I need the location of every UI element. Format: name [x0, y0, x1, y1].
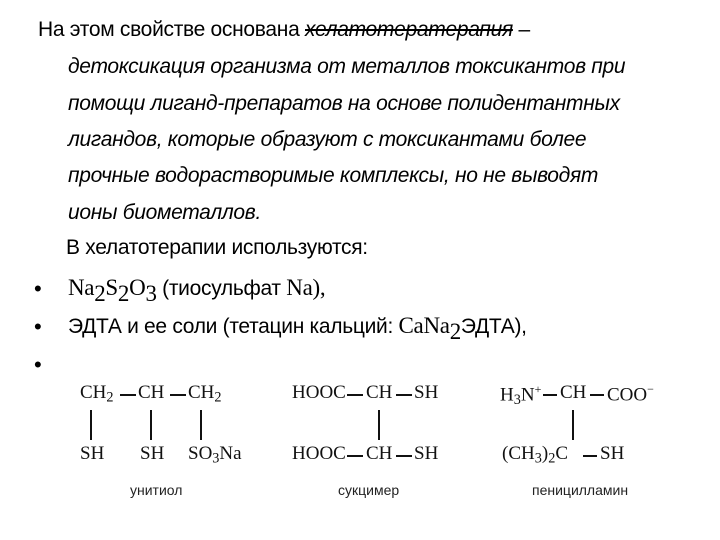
intro-lead: На этом свойстве основана — [38, 18, 306, 41]
bond — [347, 394, 363, 396]
formula-sub-na: 2 — [94, 280, 106, 306]
bond — [120, 394, 136, 396]
intro-line-4: прочные водорастворимые комплексы, но не выводят — [68, 164, 599, 187]
bond — [90, 410, 92, 440]
unithiol-ch2-left: $CH_2$ — [80, 382, 114, 406]
succimer-ch-2: CH — [366, 443, 393, 464]
bullet-item-2 — [68, 313, 527, 344]
bullet-1-na: Na — [286, 275, 313, 300]
bullet-2-text: ЭДТА и ее соли (тетацин кальций: — [68, 315, 399, 338]
bullet-1-close: ), — [312, 275, 326, 300]
penicillamine-h3n: $H_3N^+$ — [500, 382, 542, 408]
intro-dash: – — [512, 18, 530, 41]
penicillamine-sh: SH — [600, 443, 625, 464]
used-heading: В хелатотерапии используются: — [66, 236, 368, 259]
intro-term: хелатотератерапия — [305, 18, 513, 41]
bond — [378, 410, 380, 440]
succimer-caption: сукцимер — [338, 482, 400, 498]
bond — [590, 394, 604, 396]
bond — [572, 410, 574, 440]
bullet-1-text: (тиосульфат — [156, 277, 287, 300]
intro-line-3: лигандов, которые образуют с токсикантами более — [68, 128, 587, 151]
bullet-item-1 — [68, 275, 326, 306]
bullet-2-sub: 2 — [449, 318, 461, 344]
bond — [170, 394, 186, 396]
formula-na: Na — [68, 275, 95, 300]
penicillamine-ch3-c: $(CH_3)_2C$ — [502, 443, 568, 467]
penicillamine-caption: пеницилламин — [532, 482, 629, 498]
unithiol-ch: CH — [138, 382, 165, 403]
penicillamine-ch: CH — [560, 382, 587, 403]
bond — [396, 455, 412, 457]
unithiol-ch2-right: $CH_2$ — [188, 382, 222, 406]
unithiol-sh-2: SH — [140, 443, 165, 464]
intro-first-line — [38, 18, 530, 42]
unithiol-sh-1: SH — [80, 443, 105, 464]
formula-s: S — [105, 275, 118, 300]
intro-line-1: детоксикация организма от металлов токсикантов при — [68, 55, 626, 78]
bond — [150, 410, 152, 440]
bond — [543, 394, 557, 396]
intro-line-2: помощи лиганд-препаратов на основе полидентантных — [68, 92, 620, 115]
bond — [583, 455, 597, 457]
unithiol-caption: унитиол — [130, 482, 183, 498]
bullet-2-edta: ЭДТА), — [460, 315, 527, 338]
intro-line-5: ионы биометаллов. — [68, 201, 261, 224]
bond — [396, 394, 412, 396]
bond — [347, 455, 363, 457]
succimer-ch-1: CH — [366, 382, 393, 403]
formula-sub-s: 2 — [117, 280, 130, 306]
unithiol-so3na: $SO_3Na$ — [188, 443, 242, 467]
succimer-hooc-2: HOOC — [292, 443, 346, 464]
bullet-dot-3: • — [34, 352, 42, 377]
succimer-sh-2: SH — [414, 443, 439, 464]
succimer-hooc-1: HOOC — [292, 382, 346, 403]
bullet-dot-2: • — [34, 314, 42, 339]
bullet-dot-1: • — [34, 276, 42, 301]
bond — [200, 410, 202, 440]
succimer-sh-1: SH — [414, 382, 439, 403]
formula-sub-o: 3 — [145, 280, 157, 306]
penicillamine-coo: COO− — [607, 382, 654, 406]
formula-o: O — [129, 275, 146, 300]
bullet-2-cana: CaNa — [398, 313, 450, 338]
